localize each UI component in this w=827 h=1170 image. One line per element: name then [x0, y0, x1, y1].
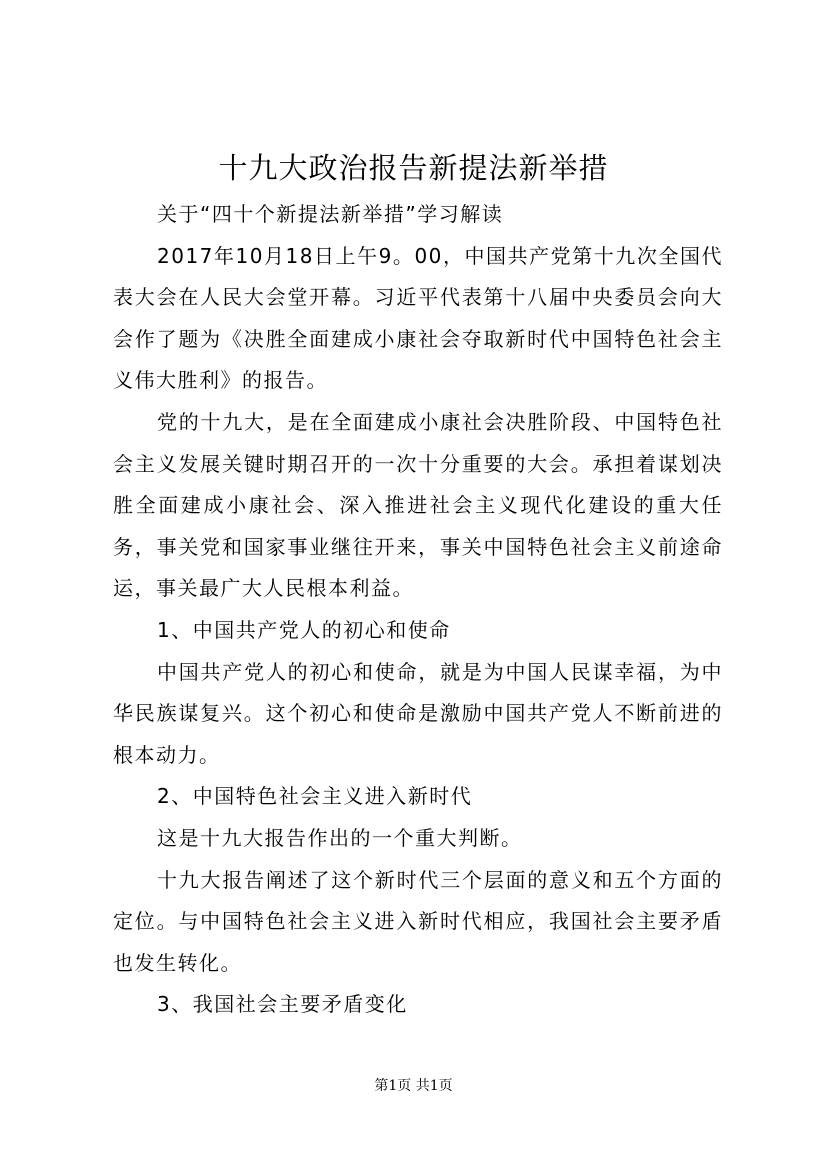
document-body	[113, 194, 723, 1026]
body-paragraph: 2017年10月18日上午9。00，中国共产党第十九次全国代表大会在人民大会堂开幕。习近平代表第十八届中央委员会向大会作了题为《决胜全面建成小康社会夺取新时代中国特色社会主义伟大胜利》的报告。	[113, 243, 723, 393]
body-paragraph: 这是十九大报告作出的一个重大判断。	[157, 825, 523, 850]
section-heading: 1、中国共产党人的初心和使命	[157, 617, 451, 642]
body-paragraph: 中国共产党人的初心和使命，就是为中国人民谋幸福，为中华民族谋复兴。这个初心和使命是激励中国共产党人不断前进的根本动力。	[113, 659, 723, 767]
body-paragraph: 十九大报告阐述了这个新时代三个层面的意义和五个方面的定位。与中国特色社会主义进入新时代相应，我国社会主要矛盾也发生转化。	[113, 867, 723, 975]
section-heading: 3、我国社会主要矛盾变化	[157, 992, 408, 1017]
document-title: 十九大政治报告新提法新举措	[218, 151, 609, 185]
page-footer: 第1页 共1页	[374, 1078, 453, 1094]
body-paragraph: 党的十九大，是在全面建成小康社会决胜阶段、中国特色社会主义发展关键时期召开的一次十分重要的大会。承担着谋划决胜全面建成小康社会、深入推进社会主义现代化建设的重大任务，事关党和国家事业继往开来，事关中国特色社会主义前途命运，事关最广大人民根本利益。	[113, 409, 723, 601]
subtitle-paragraph: 关于“四十个新提法新举措”学习解读	[157, 202, 504, 226]
section-heading: 2、中国特色社会主义进入新时代	[157, 784, 473, 809]
